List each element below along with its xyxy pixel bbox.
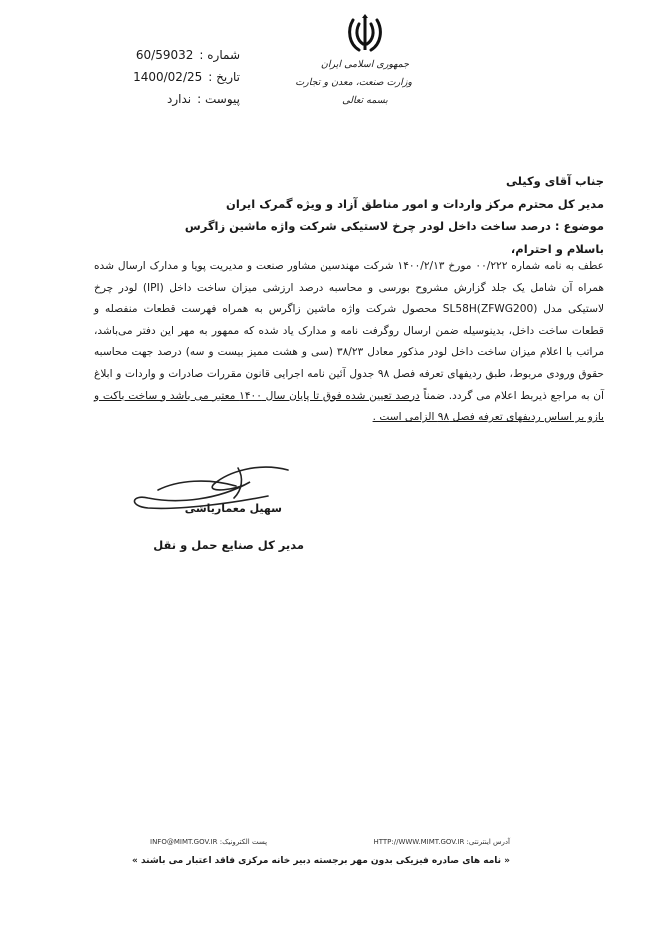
letter-date-value: 1400/02/25 xyxy=(133,70,203,84)
letter-number-label: شماره : xyxy=(199,48,240,62)
letter-number-value: 60/59032 xyxy=(135,48,194,62)
recipient-position: مدیر کل محترم مرکز واردات و امور مناطق آزاد و ویژه گمرک ایران xyxy=(226,196,604,211)
letter-date-label: تاریخ : xyxy=(208,70,240,84)
signatory-title: مدیر کل صنایع حمل و نقل xyxy=(153,538,304,552)
letter-body xyxy=(94,256,604,429)
body-underlined-text: درصد تعیین شده فوق تا پایان سال ۱۴۰۰ معتبر می باشد و ساخت باکت و بازو بر اساس ردیفهای تعرفه فصل ۹۸ الزامی است . xyxy=(94,389,604,424)
letter-attachment-label: پیوست : xyxy=(197,92,240,106)
email-label: پست الکترونیک: xyxy=(219,838,268,846)
validity-notice: « نامه های صادره فیزیکی بدون مهر برجسته دبیر خانه مرکزی فاقد اعتبار می باشند » xyxy=(132,856,510,866)
website-label: آدرس اینترنتی: xyxy=(466,838,510,846)
letterhead-ministry: وزارت صنعت، معدن و تجارت xyxy=(295,77,412,88)
email-link[interactable]: INFO@MIMT.GOV.IR xyxy=(150,838,218,846)
letterhead-country: جمهوری اسلامی ایران xyxy=(320,59,410,70)
greeting: باسلام و احترام، xyxy=(510,241,604,256)
signatory-name: سهیل معماریاشی xyxy=(184,502,282,515)
recipient-name: جناب آقای وکیلی xyxy=(505,174,604,188)
footer-email xyxy=(150,838,267,846)
letter-attachment-row xyxy=(100,88,240,110)
iran-emblem-icon xyxy=(345,12,385,56)
website-link[interactable]: HTTP://WWW.MIMT.GOV.IR xyxy=(373,838,465,846)
footer-contacts xyxy=(150,838,510,846)
addressee-block xyxy=(94,170,604,260)
letter-meta xyxy=(100,44,240,110)
letter-date-row xyxy=(100,66,240,88)
body-text: عطف به نامه شماره ۰۰/۲۲۲ مورخ ۱۴۰۰/۲/۱۳ شرکت مهندسین مشاور صنعت و مدیریت پویا و مدارک ارسال شده همراه آن شامل یک جلد گزارش مشروح بورسی و محاسبه درصد ارزشی میزان ساخت داخل (IPI) لودر چرخ لاستیکی مدل SL58H(ZFWG200) محصول شرکت واژه ماشین زاگرس به همراه فهرست قطعات منفصله و قطعات ساخت داخل، بدینوسیله ضمن ارسال روگرفت نامه و مدارک یاد شده که ممهور به مهر این دفتر می‌باشد، مراتب با اعلام میزان ساخت داخل لودر مذکور معادل ۳۸/۲۳ (سی و هشت ممیز بیست و سه) درصد جهت محاسبه حقوق ورودی مربوط، طبق ردیفهای تعرفه فصل ۹۸ جدول آئین نامه اجرایی قانون مقررات صادرات و واردات و ابلاغ آن به مراجع ذیربط اعلام می گردد. ضمناً xyxy=(94,260,605,402)
footer-website xyxy=(373,838,510,846)
letter-attachment-value: ندارد xyxy=(167,92,192,106)
handwritten-signature xyxy=(118,460,298,532)
letterhead xyxy=(295,12,412,110)
letterhead-basmala: بسمه تعالی xyxy=(342,95,388,106)
letter-number-row xyxy=(100,44,240,66)
letter-subject: موضوع : درصد ساخت داخل لودر چرخ لاستیکی شرکت واژه ماشین زاگرس xyxy=(184,219,604,233)
